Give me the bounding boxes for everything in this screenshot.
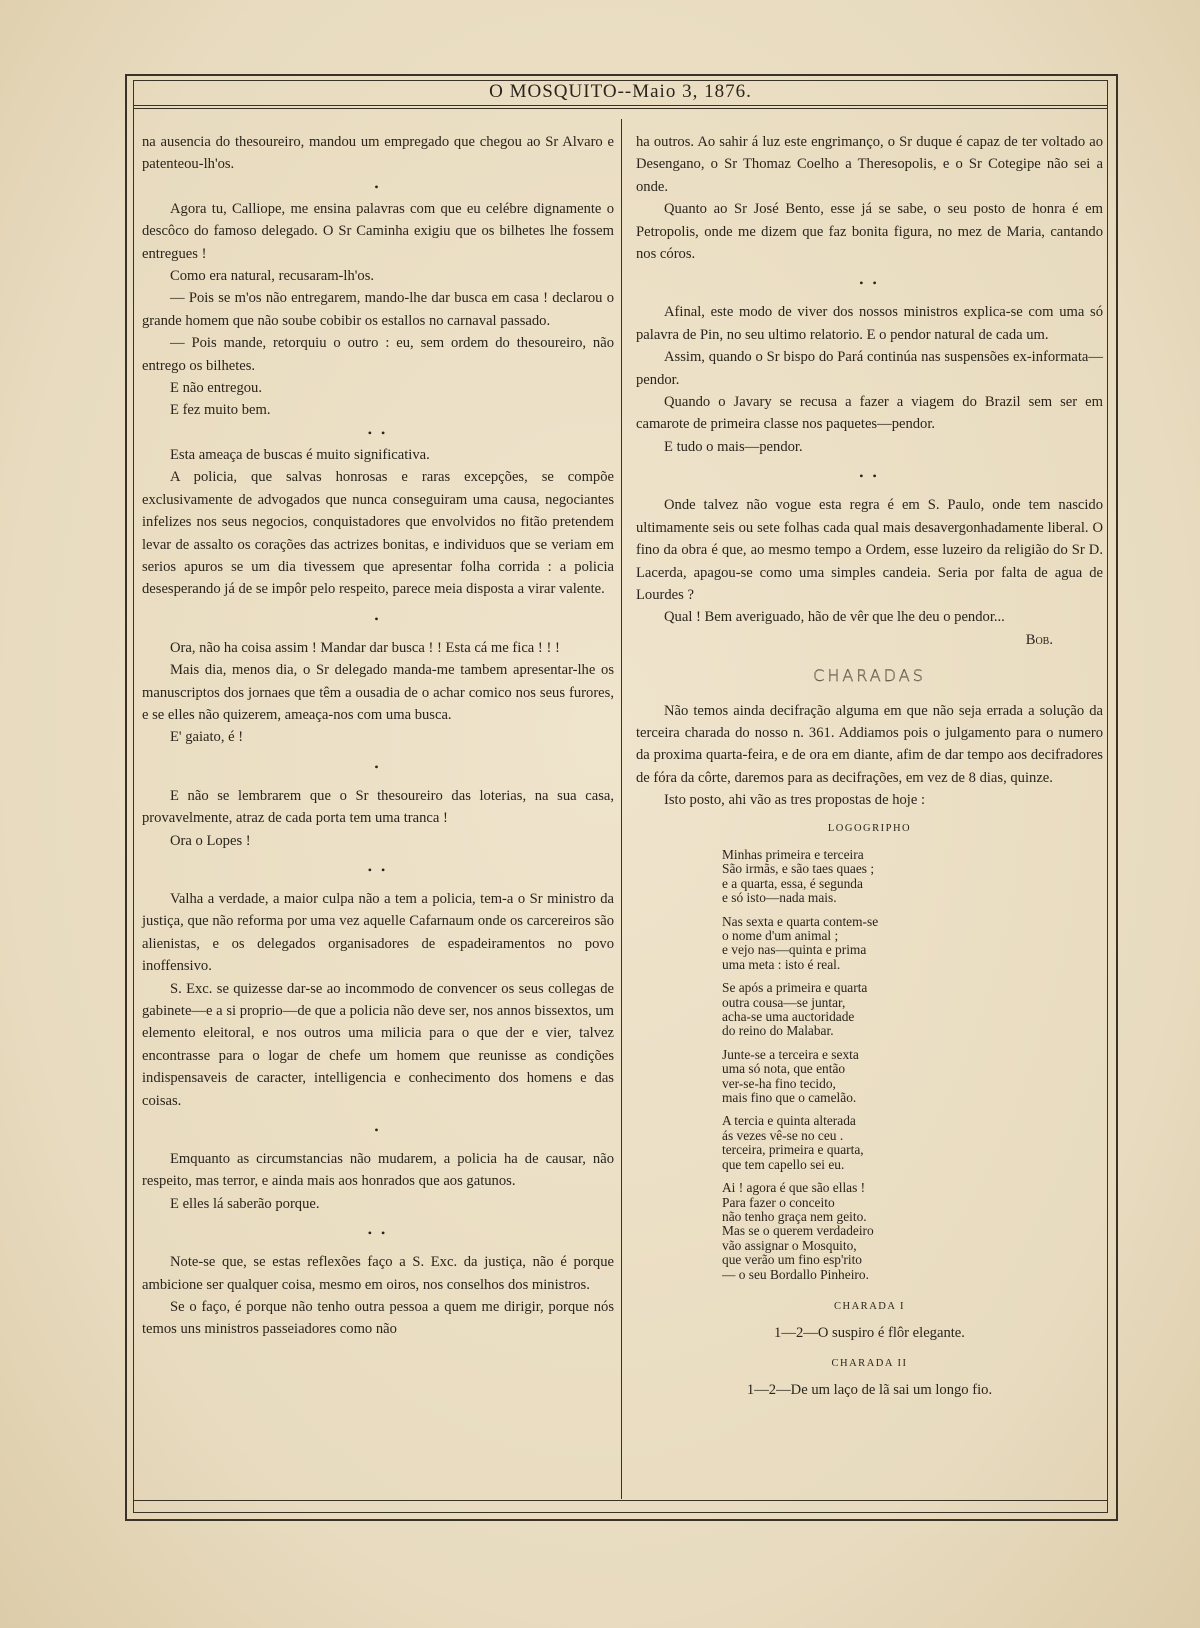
paragraph: A policia, que salvas honrosas e raras excepções, se compõe exclusivamente de advogados que nunca conseguiram uma causa, negociantes infelizes nos seus negocios, conquistadores que envolvidos no fitão pretendem levar de assalto os corações das actrizes bonitas, e individuos que se veriam em serios apuros se um dia tivessem que apresentar folha corrida : a policia desesperando já de se impôr pelo respeito, parece meia disposta a virar valente. <box>142 469 614 598</box>
right-column <box>636 131 1103 1404</box>
paragraph: E' gaiato, é ! <box>170 729 244 746</box>
poem-line: e só isto—nada mais. <box>722 890 837 906</box>
section-separator: • <box>374 179 382 194</box>
paragraph: Quanto ao Sr José Bento, esse já se sabe, o seu posto de honra é em Petropolis, onde me dizem que faz bonita figura, no mez de Maria, cantando nos córos. <box>636 201 1103 263</box>
logogripho-title: LOGOGRIPHO <box>827 822 912 834</box>
poem-stanza <box>722 848 1103 906</box>
poem-line: que tem capello sei eu. <box>722 1156 845 1172</box>
header-rule-2 <box>133 108 1108 109</box>
column-divider <box>621 119 622 1499</box>
paragraph: Note-se que, se estas reflexões faço a S. Exc. da justiça, não é porque ambicione ser qualquer coisa, mesmo em oiros, nos conselhos dos ministros. <box>142 1254 614 1293</box>
poem-line: Se após a primeira e quarta <box>722 980 868 996</box>
paragraph: Ora o Lopes ! <box>170 832 251 849</box>
paragraph: Se o faço, é porque não tenho outra pessoa a quem me dirigir, porque nós temos uns ministros passeiadores como não <box>142 1299 614 1338</box>
poem-line: o nome d'um animal ; <box>722 928 839 943</box>
paragraph: Ora, não ha coisa assim ! Mandar dar busca ! ! Esta cá me fica ! ! ! <box>170 639 560 656</box>
paragraph: — Pois se m'os não entregarem, mando-lhe dar busca em casa ! declarou o grande homem que não soube cobibir os estallos no carnaval passado. <box>142 290 614 329</box>
paragraph: E tudo o mais—pendor. <box>664 438 803 455</box>
poem-line: que verão um fino esp'rito <box>722 1252 863 1268</box>
paragraph: Como era natural, recusaram-lh'os. <box>170 268 375 285</box>
charada-2-text: 1—2—De um laço de lã sai um longo fio. <box>746 1382 993 1399</box>
poem-stanza <box>722 1048 1103 1106</box>
poem-line: Para fazer o conceito <box>722 1194 835 1210</box>
poem-line: uma meta : isto é real. <box>722 956 841 972</box>
poem-line: A tercia e quinta alterada <box>722 1113 856 1129</box>
paragraph: — Pois mande, retorquiu o outro : eu, sem ordem do thesoureiro, não entrego os bilhetes. <box>142 335 614 374</box>
charada-1-text: 1—2—O suspiro é flôr elegante. <box>774 1325 965 1342</box>
paragraph: E elles lá saberão porque. <box>170 1195 320 1212</box>
paragraph: Quando o Javary se recusa a fazer a viagem do Brazil sem ser em camarote de primeira classe nos paquetes—pendor. <box>636 394 1103 433</box>
poem-line: Junte-se a terceira e sexta <box>722 1046 859 1062</box>
poem-line: e vejo nas—quinta e prima <box>722 942 867 958</box>
left-column <box>142 131 614 1341</box>
paragraph: Onde talvez não vogue esta regra é em S. Paulo, onde tem nascido ultimamente seis ou sete folhas cada qual mais desavergonhadamente liberal. O fino da obra é que, ao mesmo tempo a Ordem, esse luzeiro da religião do Sr D. Lacerda, apagou-se como uma simples candeia. Seria por falta de agua de Lourdes ? <box>636 497 1103 603</box>
paragraph: E fez muito bem. <box>170 402 271 419</box>
poem-stanza <box>722 1181 1103 1282</box>
section-separator: • • <box>859 469 880 484</box>
signature: Bob. <box>1025 631 1053 648</box>
paragraph: ha outros. Ao sahir á luz este engrimanço, o Sr duque é capaz de ter voltado ao Desengano, o Sr Thomaz Coelho a Theresopolis, e o Sr Cotegipe não sei a onde. <box>636 134 1103 195</box>
poem-line: Mas se o querem verdadeiro <box>722 1223 874 1239</box>
poem-line: ver-se-ha fino tecido, <box>722 1075 836 1091</box>
poem-stanza <box>722 1114 1103 1172</box>
section-separator: • <box>374 611 382 626</box>
poem-line: do reino do Malabar. <box>722 1023 834 1039</box>
poem-line: outra cousa—se juntar, <box>722 994 846 1010</box>
paragraph: Afinal, este modo de viver dos nossos ministros explica-se com uma só palavra de Pin, no seu ultimo relatorio. E o pendor natural de cada um. <box>636 304 1103 343</box>
poem-line: ás vezes vê-se no ceu . <box>722 1127 844 1143</box>
paragraph: Mais dia, menos dia, o Sr delegado manda-me tambem apresentar-lhe os manuscriptos dos jornaes que têm a ousadia de o achar comico nos seus furores, e se elles não quizerem, ameaça-nos com uma busca. <box>142 662 614 723</box>
header-rule <box>133 105 1108 106</box>
charadas-title: CHARADAS <box>813 666 926 686</box>
paragraph: E não se lembrarem que o Sr thesoureiro das loterias, na sua casa, provavelmente, atraz de cada porta tem uma tranca ! <box>142 787 614 827</box>
poem-line: Minhas primeira e terceira <box>722 846 864 862</box>
section-separator: • • <box>367 862 389 877</box>
poem-line: Nas sexta e quarta contem-se <box>722 913 879 929</box>
poem-line: não tenho graça nem geito. <box>722 1208 867 1224</box>
poem-line: mais fino que o camelão. <box>722 1090 857 1106</box>
poem-line: e a quarta, essa, é segunda <box>722 875 863 891</box>
paragraph: Valha a verdade, a maior culpa não a tem a policia, tem-a o Sr ministro da justiça, que não reforma por uma vez aquelle Cafarnaum onde os carcereiros são alienistas, e os delegados organisadores de espadeiramentos no povo inoffensivo. <box>142 890 614 975</box>
page-header: O MOSQUITO--Maio 3, 1876. <box>489 81 752 102</box>
charadas-section <box>636 665 1103 1401</box>
paragraph: S. Exc. se quizesse dar-se ao incommodo de convencer os seus collegas de gabinete—e a si proprio—de que a policia não deve ser, nos annos bissextos, um elemento eleitoral, e nos outros uma milicia para o que der e vier, talvez encontrasse para o logar de chefe um homem que reunisse as condições indispensaveis de caracter, intelligencia e conhecimento dos homens e das coisas. <box>142 980 614 1109</box>
logogripho-poem <box>722 848 1103 1282</box>
right-column-article <box>636 131 1103 651</box>
poem-line: — o seu Bordallo Pinheiro. <box>722 1266 869 1282</box>
charadas-intro: Não temos ainda decifração alguma em que não seja errada a solução da terceira charada do nosso n. 361. Addiamos pois o julgamento para o numero da proxima quarta-feira, e de ora em diante, afim de dar tempo aos decifradores de fóra da côrte, daremos para as decifrações, em vez de 8 dias, quinze. <box>636 702 1103 786</box>
paragraph: Agora tu, Calliope, me ensina palavras com que eu celébre dignamente o descôco do famoso delegado. O Sr Caminha exigiu que os bilhetes lhe fossem entregues ! <box>142 200 614 262</box>
poem-line: Ai ! agora é que são ellas ! <box>722 1180 866 1196</box>
poem-stanza <box>722 915 1103 973</box>
footer-rule <box>133 1500 1108 1501</box>
paragraph: Esta ameaça de buscas é muito significativa. <box>170 446 430 463</box>
charada-1-title: CHARADA I <box>834 1300 905 1312</box>
poem-line: acha-se uma auctoridade <box>722 1009 855 1025</box>
charadas-intro-2: Isto posto, ahi vão as tres propostas de hoje : <box>664 792 926 809</box>
poem-line: uma só nota, que então <box>722 1061 846 1077</box>
poem-stanza <box>722 981 1103 1039</box>
poem-line: terceira, primeira e quarta, <box>722 1142 864 1158</box>
section-separator: • • <box>367 1226 389 1241</box>
paragraph: Qual ! Bem averiguado, hão de vêr que lhe deu o pendor... <box>664 609 1005 626</box>
paragraph: E não entregou. <box>170 380 262 397</box>
paragraph: Assim, quando o Sr bispo do Pará continúa nas suspensões ex-informata—pendor. <box>636 349 1103 388</box>
section-separator: • • <box>859 276 880 291</box>
charada-2-title: CHARADA II <box>831 1357 908 1369</box>
section-separator: • • <box>367 425 389 440</box>
section-separator: • <box>374 759 382 774</box>
poem-line: São irmãs, e são taes quaes ; <box>722 861 875 877</box>
poem-line: vão assignar o Mosquito, <box>722 1237 857 1253</box>
paragraph: na ausencia do thesoureiro, mandou um empregado que chegou ao Sr Alvaro e patenteou-lh'os. <box>142 134 614 173</box>
section-separator: • <box>374 1123 382 1138</box>
paragraph: Emquanto as circumstancias não mudarem, a policia ha de causar, não respeito, mas terror, e ainda mais aos honrados que aos gatunos. <box>142 1151 614 1190</box>
